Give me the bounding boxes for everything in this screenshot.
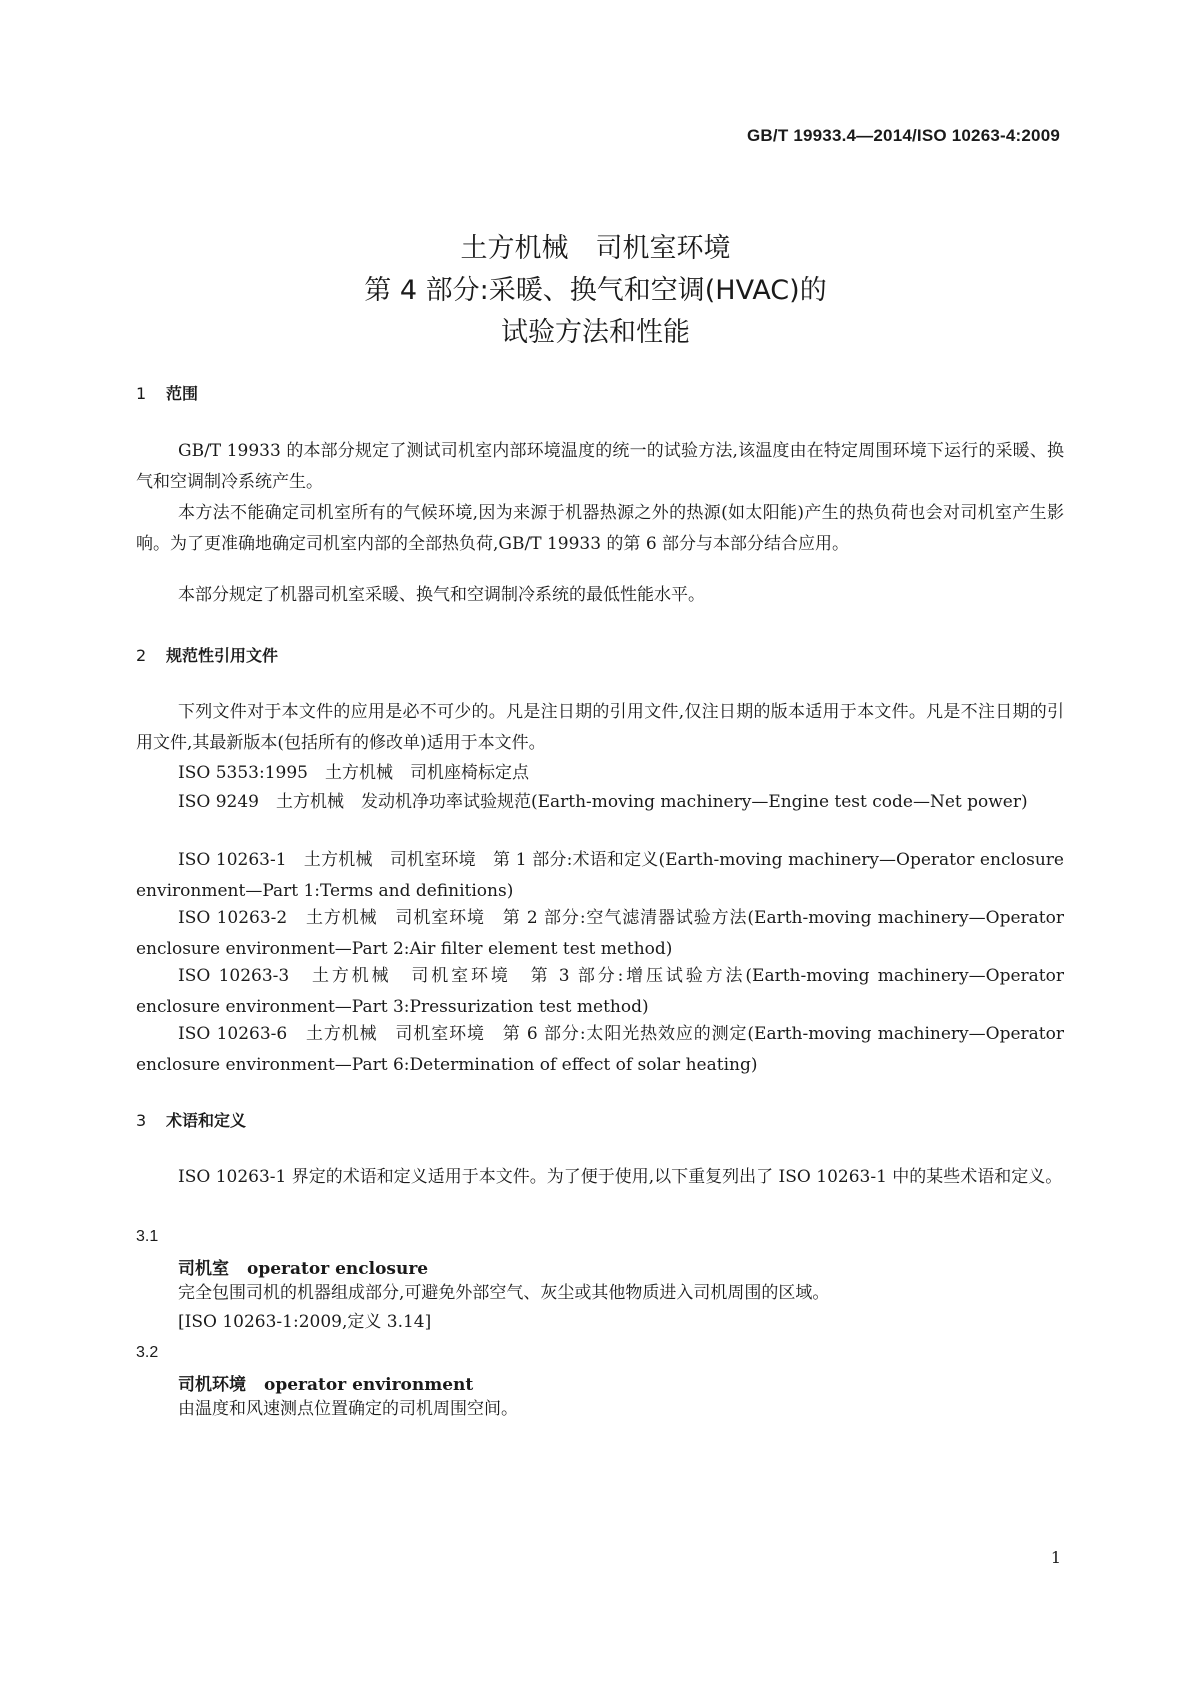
term-heading [178,1254,428,1279]
section-2-heading [136,643,278,666]
title-line-2: 第 4 部分:采暖、换气和空调(HVAC)的 [364,275,827,306]
section-1-paragraph-1: GB/T 19933 的本部分规定了测试司机室内部环境温度的统一的试验方法,该温度由在特定周围环境下运行的采暖、换气和空调制冷系统产生。 [136,441,1064,492]
term-source: [ISO 10263-1:2009,定义 3.14] [178,1312,432,1332]
reference-item: ISO 9249 土方机械 发动机净功率试验规范(Earth-moving machinery—Engine test code—Net power) [178,792,1028,812]
standard-code: GB/T 19933.4—2014/ISO 10263-4:2009 [747,126,1060,145]
term-number: 3.1 [136,1228,159,1245]
term-definition: 由温度和风速测点位置确定的司机周围空间。 [178,1399,518,1419]
term-en: operator enclosure [247,1259,429,1279]
term-zh: 司机环境 [178,1375,246,1395]
term-en: operator environment [264,1375,474,1395]
title-line-3: 试验方法和性能 [501,317,690,348]
section-3-heading [136,1108,246,1131]
section-2-intro: 下列文件对于本文件的应用是必不可少的。凡是注日期的引用文件,仅注日期的版本适用于本文件。凡是不注日期的引用文件,其最新版本(包括所有的修改单)适用于本文件。 [136,702,1064,753]
document-title [0,228,1191,354]
reference-item: ISO 10263-6 土方机械 司机室环境 第 6 部分:太阳光热效应的测定(Earth-moving machinery—Operator enclosure environment—Part 6:Determination of effect of solar heating) [136,1024,1064,1075]
term-zh: 司机室 [178,1259,229,1279]
reference-item: ISO 10263-3 土方机械 司机室环境 第 3 部分:增压试验方法(Earth-moving machinery—Operator enclosure environment—Part 3:Pressurization test method) [136,966,1064,1017]
reference-item: ISO 10263-2 土方机械 司机室环境 第 2 部分:空气滤清器试验方法(Earth-moving machinery—Operator enclosure environment—Part 2:Air filter element test method) [136,908,1064,959]
section-1-paragraph-3: 本部分规定了机器司机室采暖、换气和空调制冷系统的最低性能水平。 [178,585,705,605]
section-3-intro: ISO 10263-1 界定的术语和定义适用于本文件。为了便于使用,以下重复列出了 ISO 10263-1 中的某些术语和定义。 [178,1167,1063,1187]
term-definition: 完全包围司机的机器组成部分,可避免外部空气、灰尘或其他物质进入司机周围的区域。 [178,1283,830,1303]
section-title: 范围 [166,384,199,403]
title-line-1: 土方机械 司机室环境 [460,233,731,264]
page-number: 1 [1050,1548,1061,1567]
section-title: 规范性引用文件 [166,646,279,665]
section-number: 2 [136,646,147,665]
term-number: 3.2 [136,1344,159,1361]
section-title: 术语和定义 [166,1111,247,1130]
reference-item: ISO 10263-1 土方机械 司机室环境 第 1 部分:术语和定义(Earth-moving machinery—Operator enclosure environment—Part 1:Terms and definitions) [136,850,1064,901]
section-number: 1 [136,384,147,403]
section-1-heading [136,381,198,404]
term-heading [178,1370,473,1395]
section-number: 3 [136,1111,147,1130]
section-1-paragraph-2: 本方法不能确定司机室所有的气候环境,因为来源于机器热源之外的热源(如太阳能)产生的热负荷也会对司机室产生影响。为了更准确地确定司机室内部的全部热负荷,GB/T 19933 的第 6 部分与本部分结合应用。 [136,503,1064,554]
reference-item: ISO 5353:1995 土方机械 司机座椅标定点 [178,763,529,783]
